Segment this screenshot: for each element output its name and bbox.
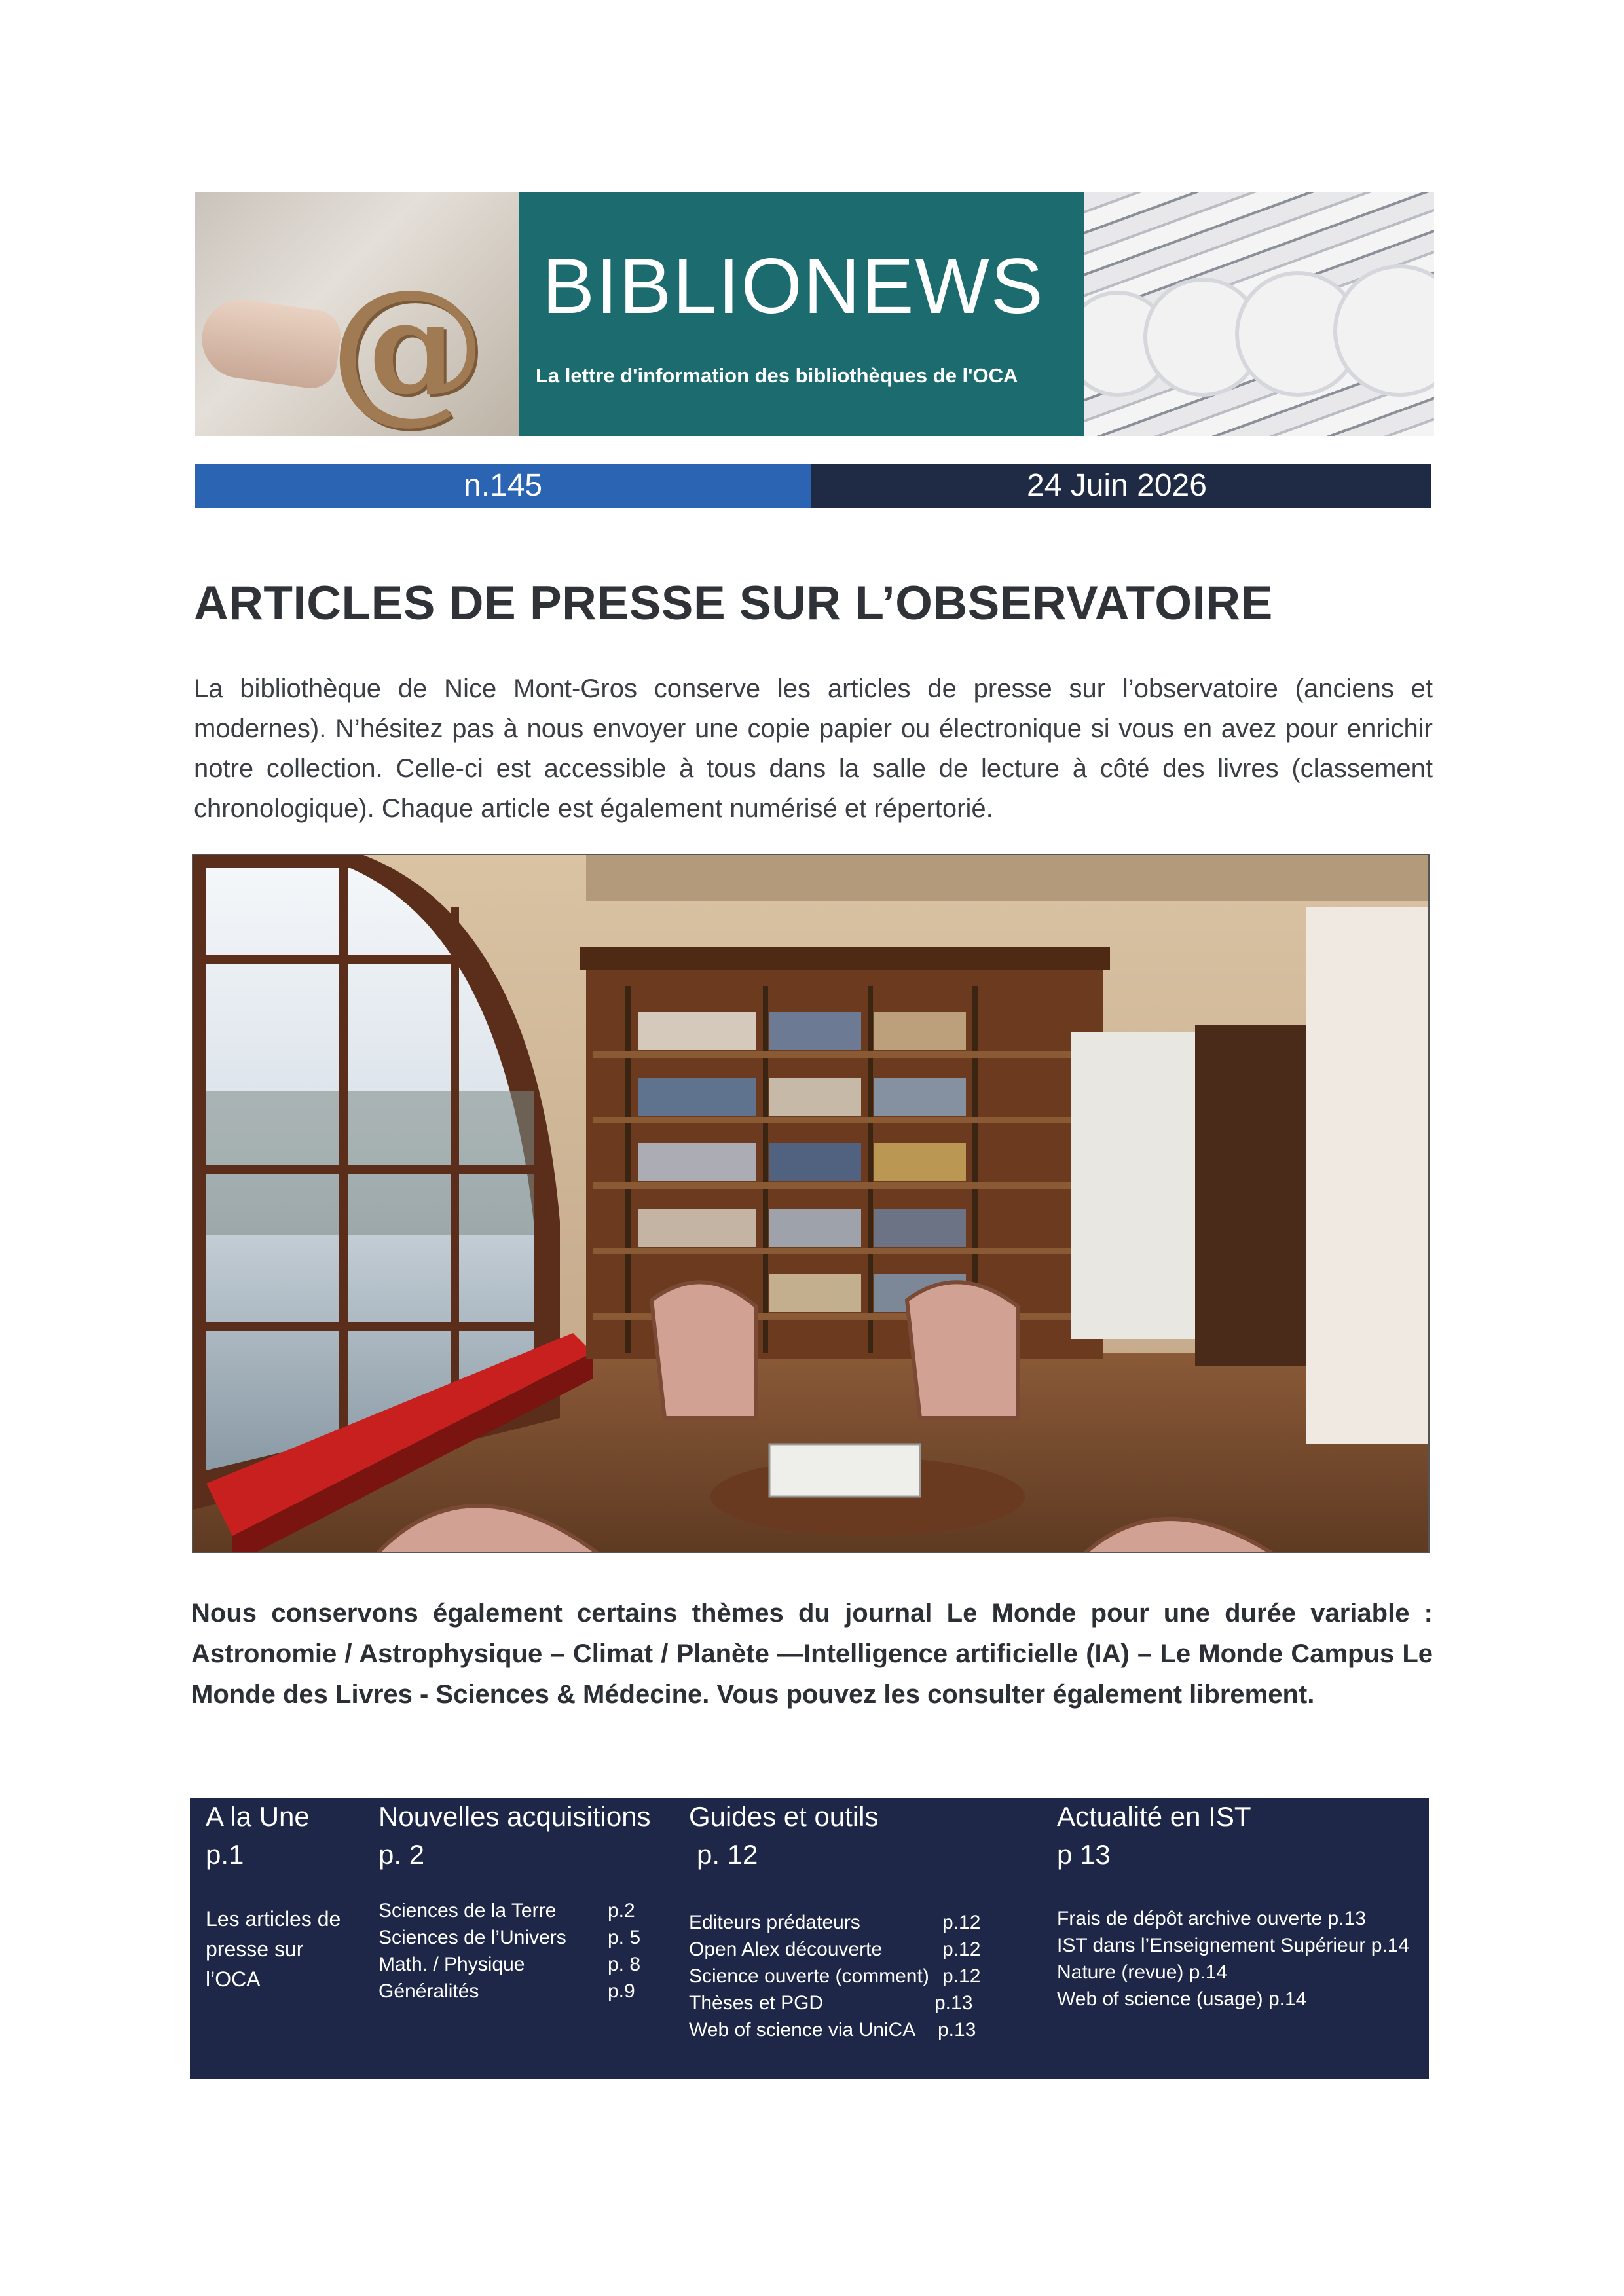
summary-col-3-list (689, 1909, 1016, 2043)
summary-col-3-page: p. 12 (697, 1839, 758, 1870)
summary-col-4-title: Actualité en IST (1057, 1801, 1251, 1832)
summary-item (689, 1990, 1016, 2016)
summary-item-label: Généralités (378, 1980, 479, 2002)
summary-item-label: Editeurs prédateurs (689, 1912, 860, 1933)
summary-item-page: p. 5 (608, 1927, 641, 1948)
masthead-left-photo (195, 192, 519, 436)
summary-item: Web of science (usage) p.14 (1057, 1988, 1307, 2010)
summary-item-page: p.12 (942, 1939, 981, 1960)
masthead-subtitle: La lettre d'information des bibliothèques de l'OCA (536, 364, 1018, 387)
hand-on-mouse-illustration (197, 295, 344, 392)
masthead-title: BIBLIONEWS (542, 242, 1044, 330)
summary-col-4-header (1057, 1798, 1251, 1874)
summary-item-page: p.13 (934, 1992, 973, 2014)
newspaper-roll (1333, 264, 1434, 397)
summary-item (378, 1978, 654, 2005)
page-title: ARTICLES DE PRESSE SUR L’OBSERVATOIRE (194, 577, 1273, 630)
masthead-banner (195, 192, 1434, 436)
summary-col-3-title: Guides et outils (689, 1801, 879, 1832)
issue-date: 24 Juin 2026 (1027, 468, 1207, 503)
summary-item (689, 2016, 1016, 2043)
newspapers-photo (1084, 192, 1434, 436)
summary-col-1-item: Les articles de presse sur l’OCA (206, 1907, 341, 1991)
summary-item-label: Math. / Physique (378, 1954, 525, 1975)
issue-date-bar (811, 464, 1431, 508)
summary-col-2-list (378, 1897, 654, 2005)
summary-item: Nature (revue) p.14 (1057, 1961, 1228, 1983)
summary-item-page: p.9 (608, 1980, 635, 2002)
summary-col-2-header (378, 1798, 651, 1874)
summary-item-page: p.2 (608, 1900, 635, 1922)
summary-item: IST dans l’Enseignement Supérieur p.14 (1057, 1935, 1410, 1956)
summary-item (689, 1909, 1016, 1936)
summary-item-page: p.13 (938, 2019, 976, 2041)
summary-item-label: Open Alex découverte (689, 1939, 883, 1960)
summary-col-2-title: Nouvelles acquisitions (378, 1801, 651, 1832)
summary-col-4-list (1057, 1905, 1411, 2013)
summary-col-1-title: A la Une (206, 1801, 310, 1832)
summary-item: Frais de dépôt archive ouverte p.13 (1057, 1908, 1366, 1929)
summary-item (689, 1936, 1016, 1963)
summary-item (378, 1897, 654, 1924)
issue-number: n.145 (464, 468, 543, 503)
summary-col-1-page: p.1 (206, 1839, 244, 1870)
summary-item-label: Thèses et PGD (689, 1992, 824, 2014)
summary-item-label: Web of science via UniCA (689, 2019, 916, 2041)
summary-item-label: Science ouverte (comment) (689, 1965, 929, 1987)
summary-box (190, 1798, 1429, 2079)
summary-col-4-page: p 13 (1057, 1839, 1111, 1870)
summary-item (378, 1924, 654, 1951)
summary-col-1-header (206, 1798, 310, 1874)
at-sign-icon: @ (329, 254, 487, 436)
summary-col-2-page: p. 2 (378, 1839, 425, 1870)
issue-number-bar (195, 464, 811, 508)
reading-room-photo (192, 854, 1430, 1553)
summary-item-page: p. 8 (608, 1954, 641, 1975)
summary-item (689, 1963, 1016, 1990)
summary-col-3-header (689, 1798, 879, 1874)
masthead-title-panel (519, 192, 1084, 436)
summary-item-page: p.12 (942, 1965, 981, 1987)
summary-item-label: Sciences de la Terre (378, 1900, 557, 1922)
le-monde-note: Nous conservons également certains thèmes du journal Le Monde pour une durée variable : Astronomie / Astrophysique – Climat / Planète —Intelligence artificielle (IA) – Le Monde Campus Le Monde des Livres - Sciences & Médecine. Vous pouvez les consulter également librement. (191, 1599, 1433, 1709)
summary-item-page: p.12 (942, 1912, 981, 1933)
summary-item-label: Sciences de l’Univers (378, 1927, 566, 1948)
summary-item (378, 1951, 654, 1978)
intro-paragraph: La bibliothèque de Nice Mont-Gros conserve les articles de presse sur l’observatoire (anciens et modernes). N’hésitez pas à nous envoyer une copie papier ou électronique si vous en avez pour enrichir notre collection. Celle-ci est accessible à tous dans la salle de lecture à côté des livres (classement chronologique). Chaque article est également numérisé et répertorié. (194, 674, 1433, 823)
